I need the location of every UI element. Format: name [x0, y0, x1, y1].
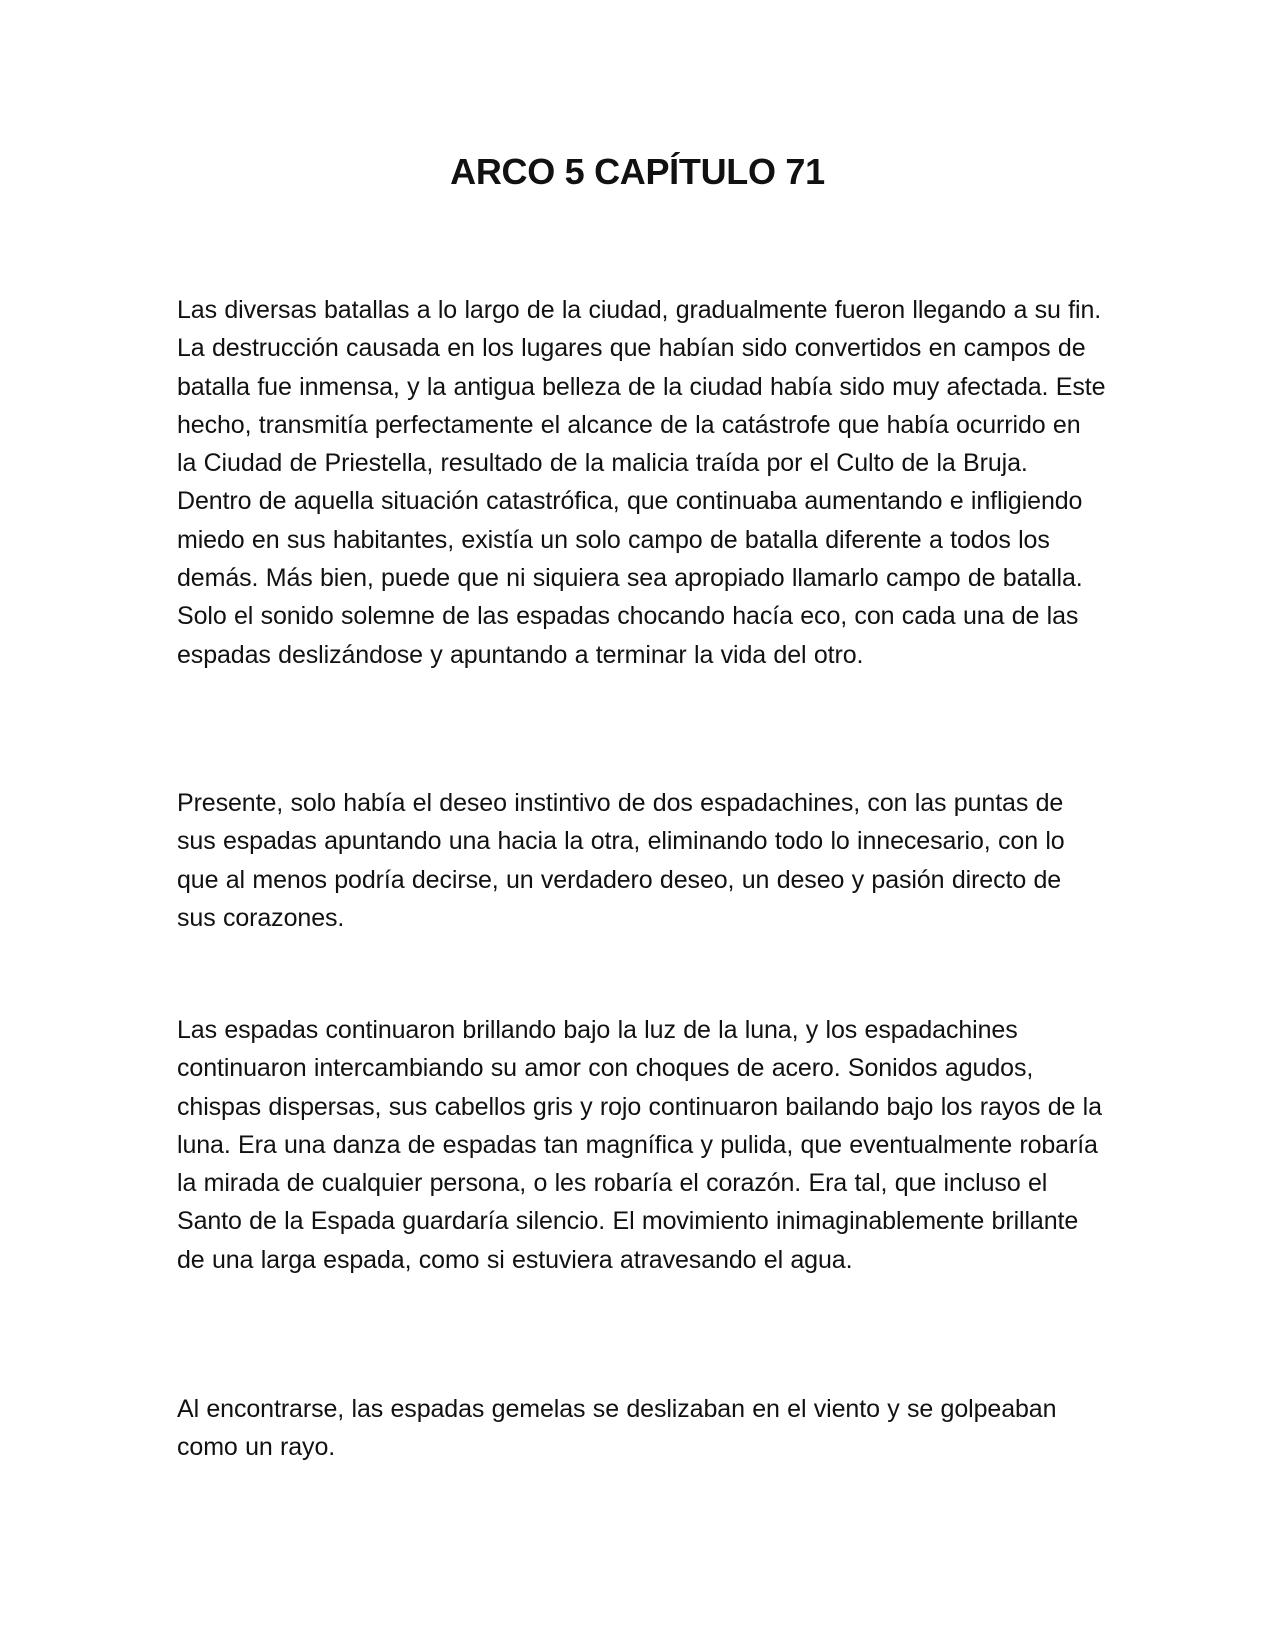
paragraph-2: Presente, solo había el deseo instintivo de dos espadachines, con las puntas de sus espadas apuntando una hacia la otra, eliminando todo lo innecesario, con lo que al menos podría decirse, un verdadero deseo, un deseo y pasión directo de sus corazones.	[177, 789, 1065, 932]
paragraph-3: Las espadas continuaron brillando bajo la luz de la luna, y los espadachines continuaron intercambiando su amor con choques de acero. Sonidos agudos, chispas dispersas, sus cabellos gris y rojo continuaron bailando bajo los rayos de la luna. Era una danza de espadas tan magnífica y pulida, que eventualmente robaría la mirada de cualquier persona, o les robaría el corazón. Era tal, que incluso el Santo de la Espada guardaría silencio. El movimiento inimaginablemente brillante de una larga espada, como si estuviera atravesando el agua.	[177, 1016, 1102, 1274]
page-title: ARCO 5 CAPÍTULO 71	[450, 151, 825, 192]
paragraph-4: Al encontrarse, las espadas gemelas se deslizaban en el viento y se golpeaban como un rayo.	[177, 1395, 1057, 1462]
paragraph-1: Las diversas batallas a lo largo de la ciudad, gradualmente fueron llegando a su fin. La destrucción causada en los lugares que habían sido convertidos en campos de batalla fue inmensa, y la antigua belleza de la ciudad había sido muy afectada. Este hecho, transmitía perfectamente el alcance de la catástrofe que había ocurrido en la Ciudad de Priestella, resultado de la malicia traída por el Culto de la Bruja. Dentro de aquella situación catastrófica, que continuaba aumentando e infligiendo miedo en sus habitantes, existía un solo campo de batalla diferente a todos los demás. Más bien, puede que ni siquiera sea apropiado llamarlo campo de batalla. Solo el sonido solemne de las espadas chocando hacía eco, con cada una de las espadas deslizándose y apuntando a terminar la vida del otro.	[177, 296, 1106, 669]
